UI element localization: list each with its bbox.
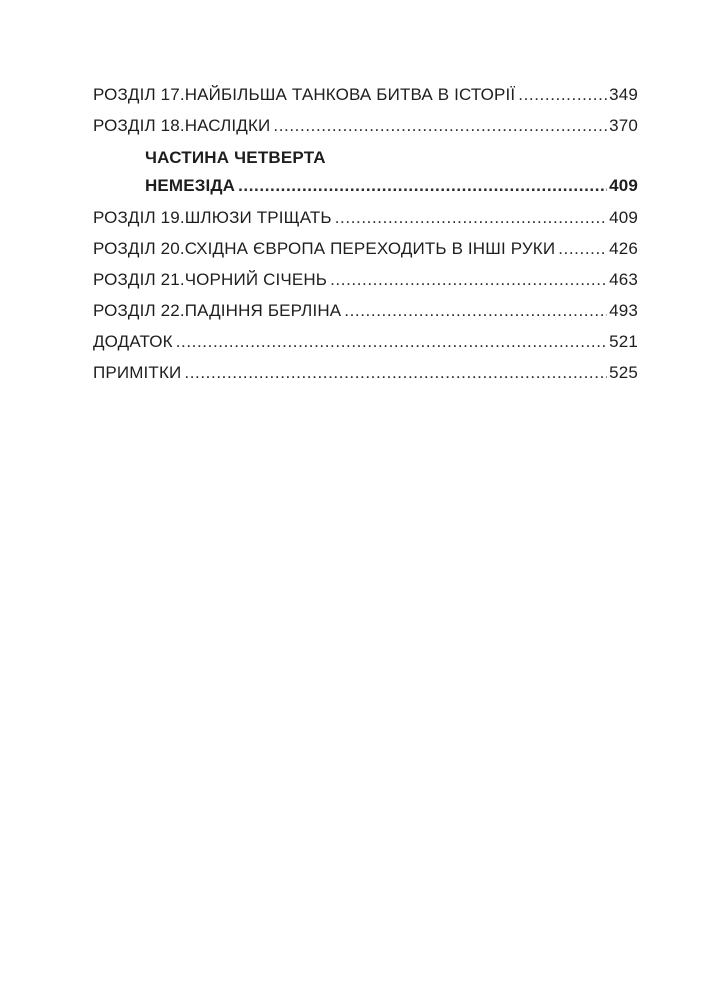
toc-entry-title: РОЗДІЛ 18.НАСЛІДКИ (93, 116, 271, 135)
toc-entry (93, 264, 638, 295)
dot-leader (238, 172, 607, 200)
toc-entry (93, 357, 638, 388)
toc-entry-title: РОЗДІЛ 20.СХІДНА ЄВРОПА ПЕРЕХОДИТЬ В ІНШІ РУКИ (93, 239, 556, 258)
toc-entry (93, 202, 638, 233)
toc-entry-page: 370 (609, 116, 638, 135)
dot-leader (335, 202, 607, 233)
toc-entry-title: РОЗДІЛ 19.ШЛЮЗИ ТРІЩАТЬ (93, 208, 332, 227)
dot-leader (273, 110, 607, 141)
toc-entry-title: РОЗДІЛ 21.ЧОРНИЙ СІЧЕНЬ (93, 270, 328, 289)
dot-leader (558, 233, 607, 264)
dot-leader (518, 79, 607, 110)
toc-entry (93, 110, 638, 141)
toc-entry (93, 233, 638, 264)
toc-entry (93, 326, 638, 357)
toc-part-title: НЕМЕЗІДА (145, 176, 236, 195)
toc-entry-page: 493 (609, 301, 638, 320)
toc-entry-title: ДОДАТОК (93, 332, 173, 351)
toc-entry-page: 409 (609, 208, 638, 227)
dot-leader (176, 326, 607, 357)
toc-entry-page: 463 (609, 270, 638, 289)
part-heading: ЧАСТИНА ЧЕТВЕРТА (145, 148, 326, 167)
toc-entry (93, 79, 638, 110)
toc-entry (93, 295, 638, 326)
toc-entry-page: 521 (609, 332, 638, 351)
toc-part-page: 409 (609, 176, 638, 195)
toc-entry-title: ПРИМІТКИ (93, 363, 182, 382)
dot-leader (184, 357, 607, 388)
dot-leader (344, 295, 607, 326)
toc-entry-page: 525 (609, 363, 638, 382)
toc-entry-page: 349 (609, 85, 638, 104)
toc-entry-title: РОЗДІЛ 17.НАЙБІЛЬША ТАНКОВА БИТВА В ІСТОРІЇ (93, 85, 516, 104)
dot-leader (330, 264, 607, 295)
toc-entry-title: РОЗДІЛ 22.ПАДІННЯ БЕРЛІНА (93, 301, 342, 320)
toc-entry-page: 426 (609, 239, 638, 258)
toc-part-entry (93, 172, 638, 202)
table-of-contents (93, 79, 638, 388)
